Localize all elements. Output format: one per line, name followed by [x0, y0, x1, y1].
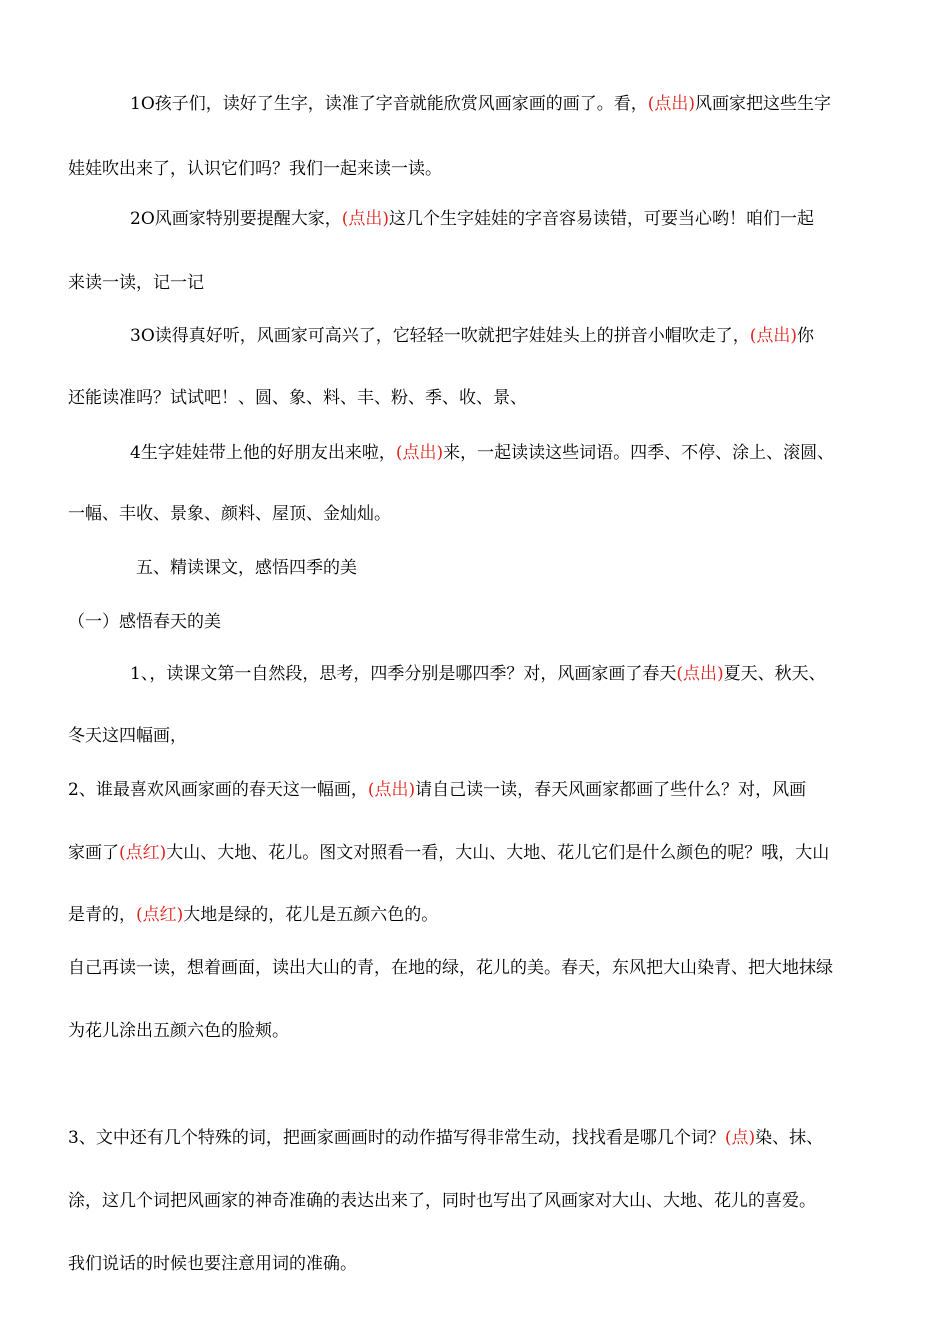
text-line — [130, 208, 814, 230]
text-run: 4生字娃娃带上他的好朋友出来啦， — [130, 443, 396, 463]
text-line — [68, 725, 187, 747]
text-run: 这几个生字娃娃的字音容易读错，可要当心哟！咱们一起 — [389, 209, 815, 229]
text-run: 还能读准吗？试试吧！、圆、象、料、丰、粉、季、收、景、 — [68, 388, 527, 408]
text-run: 2、谁最喜欢风画家画的春天这一幅画， — [68, 780, 368, 800]
text-run: 夏天、秋天、 — [723, 664, 826, 684]
text-run: 1、，读课文第一自然段，思考，四季分别是哪四季？对，风画家画了春天 — [130, 664, 677, 684]
text-run: 我们说话的时候也要注意用词的准确。 — [68, 1254, 357, 1274]
highlight-note: (点出) — [676, 664, 724, 684]
text-line — [130, 325, 814, 347]
highlight-note: (点出) — [367, 780, 416, 800]
text-line — [68, 842, 829, 864]
text-line — [68, 779, 806, 801]
text-run: 冬天这四幅画， — [68, 726, 187, 746]
text-line — [68, 1190, 816, 1212]
text-run: 3、文中还有几个特殊的词，把画家画画时的动作描写得非常生动，找找看是哪几个词？ — [68, 1128, 725, 1148]
subsection-heading — [68, 611, 221, 633]
section-heading — [136, 557, 357, 579]
text-line — [130, 663, 826, 685]
text-run: 你 — [797, 326, 815, 346]
text-run: 是青的， — [68, 905, 136, 925]
text-run: 来，一起读读这些词语。四季、不停、涂上、滚圆、 — [443, 443, 835, 463]
text-run: 染、抹、 — [755, 1128, 824, 1148]
highlight-note: (点出) — [341, 209, 390, 229]
text-run: 涂，这几个词把风画家的神奇准确的表达出来了，同时也写出了风画家对大山、大地、花儿的喜爱。 — [68, 1191, 816, 1211]
text-run: 请自己读一读，春天风画家都画了些什么？对，风画 — [415, 780, 807, 800]
text-line — [68, 503, 391, 525]
highlight-note: (点红) — [119, 843, 167, 863]
text-line — [130, 442, 834, 464]
text-line — [68, 1253, 357, 1275]
highlight-note: (点出) — [749, 326, 798, 346]
text-run: 3O读得真好听，风画家可高兴了，它轻轻一吹就把字娃娃头上的拼音小帽吹走了， — [130, 326, 750, 346]
text-run: 风画家把这些生字 — [695, 94, 832, 114]
text-line — [130, 93, 831, 115]
text-line — [68, 387, 527, 409]
text-run: 娃娃吹出来了，认识它们吗？我们一起来读一读。 — [68, 159, 442, 179]
text-line — [68, 158, 442, 180]
text-line — [68, 957, 833, 979]
text-line — [68, 1020, 289, 1042]
highlight-note: (点出) — [647, 94, 696, 114]
text-line — [68, 904, 438, 926]
text-run: 为花儿涂出五颜六色的脸颊。 — [68, 1021, 289, 1041]
highlight-note: (点红) — [136, 905, 184, 925]
highlight-note: (点) — [724, 1128, 756, 1148]
text-run: 1O孩子们，读好了生字，读准了字音就能欣赏风画家画的画了。看， — [130, 94, 648, 114]
text-run: 来读一读，记一记 — [68, 273, 204, 293]
text-run: 大地是绿的，花儿是五颜六色的。 — [183, 905, 439, 925]
highlight-note: (点出) — [395, 443, 444, 463]
text-run: （一）感悟春天的美 — [68, 612, 221, 632]
text-run: 一幅、丰收、景象、颜料、屋顶、金灿灿。 — [68, 504, 391, 524]
text-run: 自己再读一读，想着画面，读出大山的青，在地的绿，花儿的美。春天，东风把大山染青、把大地抹绿 — [68, 958, 833, 978]
text-line — [68, 1127, 823, 1149]
text-run: 大山、大地、花儿。图文对照看一看，大山、大地、花儿它们是什么颜色的呢？哦，大山 — [166, 843, 830, 863]
text-run: 2O风画家特别要提醒大家， — [130, 209, 342, 229]
text-run: 家画了 — [68, 843, 119, 863]
text-line — [68, 272, 204, 294]
text-run: 五、精读课文，感悟四季的美 — [136, 558, 357, 578]
